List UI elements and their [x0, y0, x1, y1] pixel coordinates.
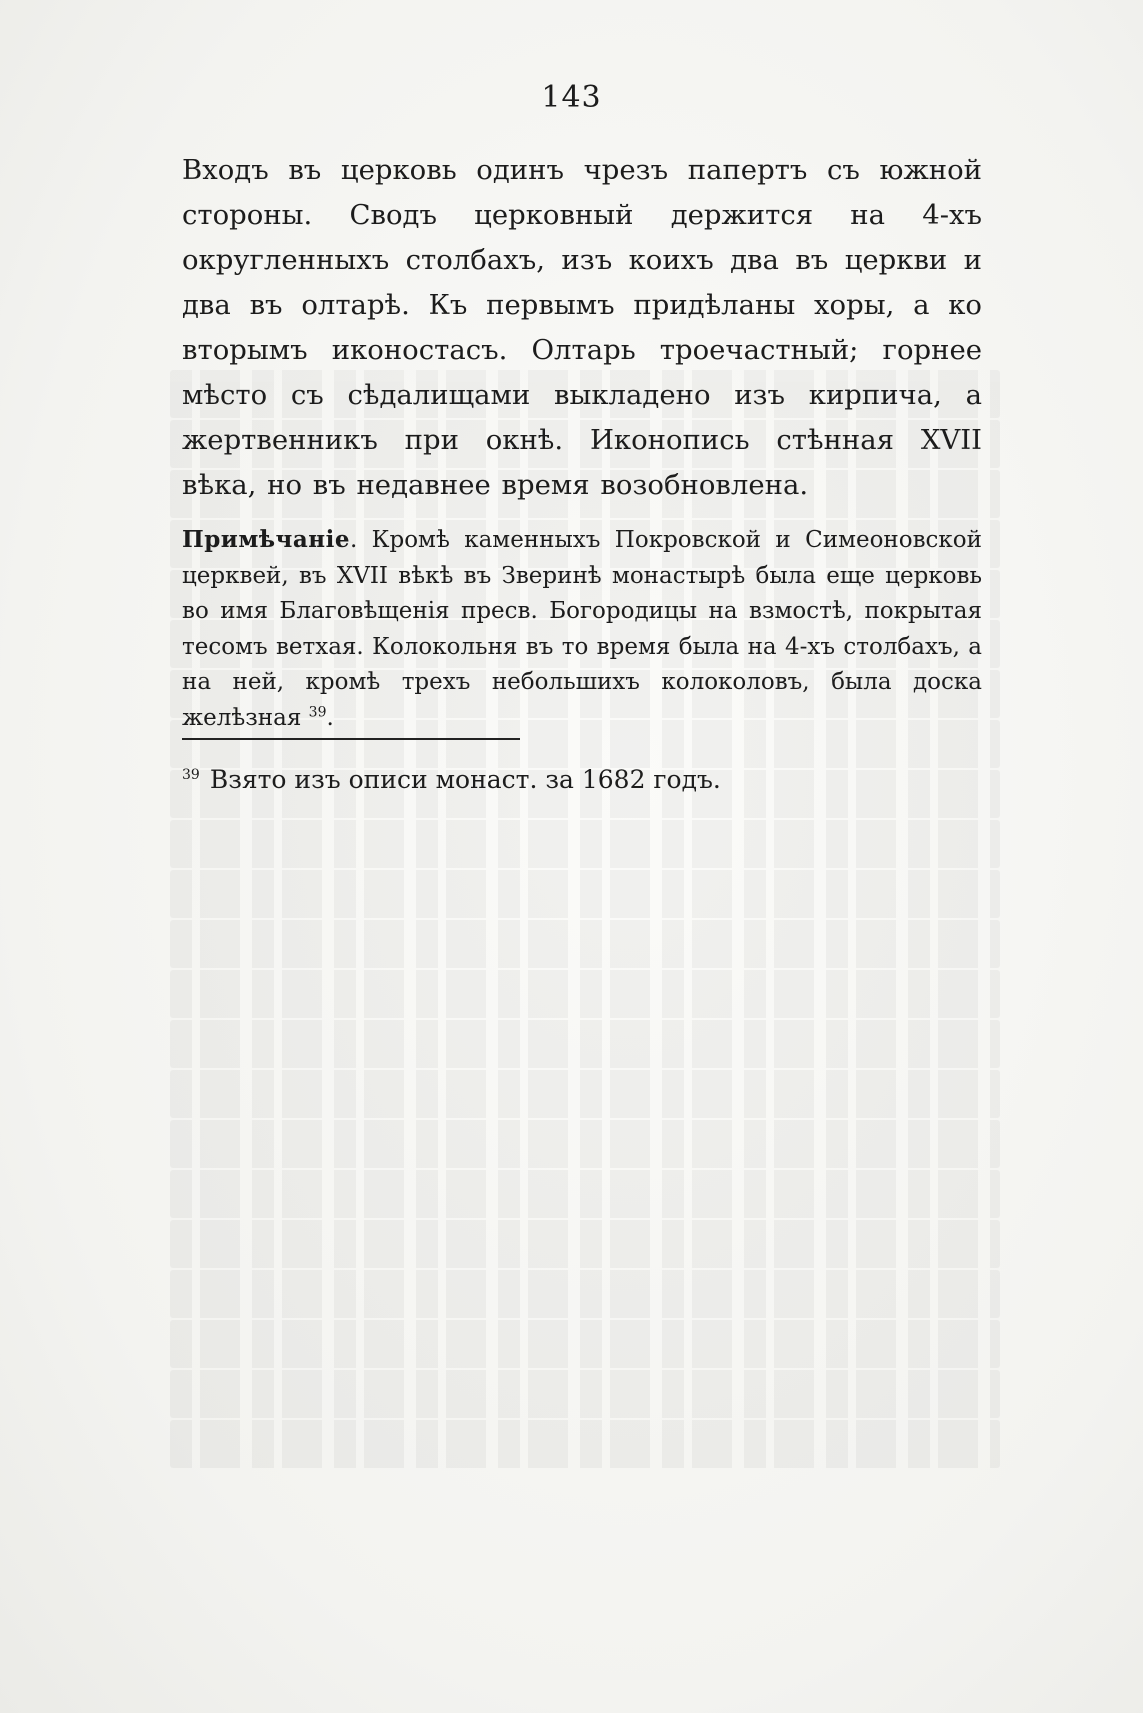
page-number: 143	[541, 80, 602, 115]
footnote	[182, 758, 982, 797]
note-end: .	[326, 704, 334, 731]
note-label: Примѣчаніе	[182, 526, 350, 553]
footnote-text: Взято изъ описи монаст. за 1682 годъ.	[209, 765, 721, 794]
footnote-marker: 39	[182, 767, 200, 783]
footnote-divider	[182, 738, 520, 740]
main-paragraph: Входъ въ церковь одинъ чрезъ папертъ съ южной стороны. Сводъ церковный держится на 4-хъ округленныхъ столбахъ, изъ коихъ два въ церкви и два въ олтарѣ. Къ первымъ придѣланы хоры, а ко вторымъ иконостасъ. Олтарь троечастный; горнее мѣсто съ сѣдалищами выкладено изъ кирпича, а жертвенникъ при окнѣ. Иконопись стѣнная XVII вѣка, но въ недавнее время возобновлена.	[182, 154, 982, 501]
note-text: . Кромѣ каменныхъ Покровской и Симеоновской церквей, въ XVII вѣкѣ въ Зверинѣ монастырѣ была еще церковь во имя Благовѣщенія пресв. Богородицы на взмостѣ, покрытая тесомъ ветхая. Колокольня въ то время была на 4-хъ столбахъ, а на ней, кромѣ трехъ небольшихъ колоколовъ, была доска желѣзная	[182, 527, 982, 731]
footnote-reference[interactable]: 39	[308, 703, 327, 720]
note-paragraph	[182, 522, 982, 736]
